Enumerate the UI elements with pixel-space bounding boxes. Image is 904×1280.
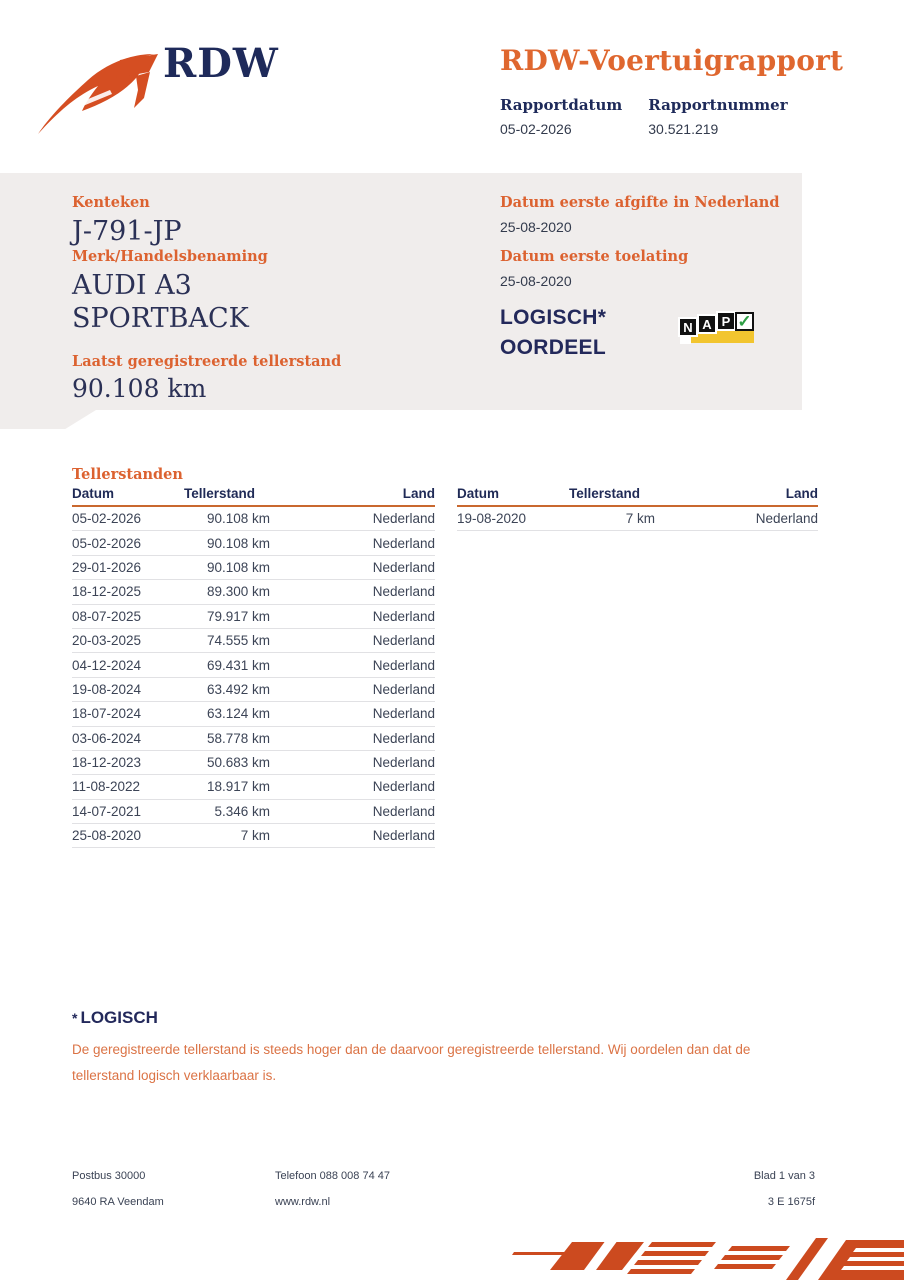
- cell-datum: 05-02-2026: [72, 535, 142, 551]
- footnote-heading-text: LOGISCH: [80, 1008, 158, 1027]
- table-row: [72, 702, 435, 726]
- footnote-asterisk: *: [72, 1010, 78, 1026]
- col-header-datum: Datum: [457, 486, 500, 501]
- cell-land: Nederland: [755, 511, 818, 527]
- cell-tellerstand: 63.492 km: [206, 681, 270, 697]
- report-date-label: Rapportdatum: [500, 96, 623, 114]
- merk-group: [72, 248, 268, 336]
- tellerstanden-heading: Tellerstanden: [72, 466, 183, 483]
- cell-datum: 18-07-2024: [72, 706, 142, 722]
- report-number-label: Rapportnummer: [648, 96, 788, 114]
- footer-address: [72, 1170, 164, 1222]
- toelating-label: Datum eerste toelating: [500, 248, 689, 265]
- vehicle-summary-panel: [0, 173, 802, 410]
- tellerstand-group: [72, 353, 341, 405]
- cell-tellerstand: 7 km: [625, 511, 655, 527]
- footnote-heading: [72, 1008, 778, 1028]
- report-date-value: 05-02-2026: [500, 121, 572, 137]
- nap-letter-n: N: [678, 317, 698, 337]
- cell-datum: 25-08-2020: [72, 828, 142, 844]
- nap-letter-a: A: [697, 314, 717, 334]
- cell-tellerstand: 90.108 km: [206, 535, 270, 551]
- cell-land: Nederland: [372, 706, 435, 722]
- afgifte-label: Datum eerste afgifte in Nederland: [500, 194, 780, 211]
- cell-datum: 05-02-2026: [72, 511, 142, 527]
- tellerstand-value: 90.108 km: [72, 374, 207, 403]
- cell-tellerstand: 79.917 km: [206, 608, 270, 624]
- footer-page-number: Blad 1 van 3: [753, 1170, 815, 1182]
- footer-postbus: Postbus 30000: [72, 1170, 146, 1182]
- cell-tellerstand: 58.778 km: [206, 730, 270, 746]
- cell-land: Nederland: [372, 511, 435, 527]
- col-header-land: Land: [402, 486, 435, 501]
- cell-tellerstand: 63.124 km: [206, 706, 270, 722]
- footnote-text: De geregistreerde tellerstand is steeds hoger dan de daarvoor geregistreerde tellerstand. Wij oordelen dan dat de tellerstand logisch verklaarbaar is.: [72, 1042, 751, 1083]
- merk-label: Merk/Handelsbenaming: [72, 248, 268, 265]
- table-row: [72, 678, 435, 702]
- cell-datum: 14-07-2021: [72, 803, 142, 819]
- tellerstanden-tables: [72, 486, 818, 848]
- cell-datum: 04-12-2024: [72, 657, 142, 673]
- cell-tellerstand: 7 km: [240, 828, 270, 844]
- table-body: [72, 507, 435, 848]
- cell-tellerstand: 5.346 km: [214, 803, 270, 819]
- tellerstand-label: Laatst geregistreerde tellerstand: [72, 353, 342, 370]
- cell-land: Nederland: [372, 803, 435, 819]
- cell-land: Nederland: [372, 657, 435, 673]
- table-row: [72, 800, 435, 824]
- rdw-logo-icon: [36, 52, 164, 136]
- table-row: [72, 605, 435, 629]
- cell-land: Nederland: [372, 535, 435, 551]
- footer-form-code: 3 E 1675f: [767, 1196, 815, 1208]
- footer-city: 9640 RA Veendam: [72, 1196, 164, 1208]
- report-date-group: [500, 96, 622, 137]
- cell-datum: 20-03-2025: [72, 633, 142, 649]
- cell-datum: 19-08-2024: [72, 681, 142, 697]
- merk-line1: AUDI A3: [72, 270, 192, 301]
- rdw-speed-stripes-icon: [494, 1234, 904, 1280]
- col-header-datum: Datum: [72, 486, 115, 501]
- nap-check-icon: ✓: [735, 312, 754, 331]
- cell-datum: 29-01-2026: [72, 559, 142, 575]
- merk-line2: SPORTBACK: [72, 302, 249, 334]
- footer-phone: Telefoon 088 008 74 47: [275, 1170, 390, 1182]
- cell-tellerstand: 18.917 km: [206, 779, 270, 795]
- kenteken-label: Kenteken: [72, 194, 150, 211]
- afgifte-group: [500, 194, 779, 235]
- odometer-table-left: [72, 486, 435, 848]
- toelating-group: [500, 248, 688, 289]
- toelating-value: 25-08-2020: [500, 273, 572, 289]
- table-row: [72, 824, 435, 848]
- footer-website: www.rdw.nl: [275, 1196, 331, 1208]
- table-row: [72, 653, 435, 677]
- page-title: RDW-Voertuigrapport: [500, 44, 844, 77]
- table-header-row: [72, 486, 435, 507]
- footer-page-info: [754, 1170, 815, 1222]
- nap-logo-icon: [676, 307, 766, 353]
- report-meta: [500, 96, 814, 137]
- merk-value: [72, 270, 268, 336]
- oordeel-verdict: [500, 303, 606, 363]
- cell-land: Nederland: [372, 681, 435, 697]
- cell-datum: 19-08-2020: [457, 511, 527, 527]
- table-row: [72, 531, 435, 555]
- kenteken-group: [72, 194, 182, 249]
- cell-land: Nederland: [372, 755, 435, 771]
- cell-datum: 18-12-2023: [72, 755, 142, 771]
- cell-land: Nederland: [372, 633, 435, 649]
- oordeel-line2: OORDEEL: [500, 335, 606, 359]
- cell-land: Nederland: [372, 584, 435, 600]
- kenteken-value: J-791-JP: [72, 216, 182, 247]
- table-row: [72, 507, 435, 531]
- cell-land: Nederland: [372, 828, 435, 844]
- report-number-group: [648, 96, 787, 137]
- cell-land: Nederland: [372, 608, 435, 624]
- cell-tellerstand: 69.431 km: [206, 657, 270, 673]
- table-row: [457, 507, 818, 531]
- brand-wordmark: RDW: [163, 40, 279, 87]
- cell-datum: 03-06-2024: [72, 730, 142, 746]
- cell-tellerstand: 90.108 km: [206, 511, 270, 527]
- cell-land: Nederland: [372, 730, 435, 746]
- cell-tellerstand: 90.108 km: [206, 559, 270, 575]
- cell-tellerstand: 50.683 km: [206, 755, 270, 771]
- table-row: [72, 629, 435, 653]
- table-row: [72, 556, 435, 580]
- table-row: [72, 751, 435, 775]
- report-number-value: 30.521.219: [648, 121, 719, 137]
- cell-datum: 08-07-2025: [72, 608, 142, 624]
- table-row: [72, 727, 435, 751]
- col-header-tellerstand: Tellerstand: [569, 486, 641, 501]
- logisch-footnote: [72, 1008, 778, 1088]
- cell-land: Nederland: [372, 779, 435, 795]
- table-header-row: [457, 486, 818, 507]
- cell-land: Nederland: [372, 559, 435, 575]
- table-body: [457, 507, 818, 531]
- afgifte-value: 25-08-2020: [500, 219, 572, 235]
- table-row: [72, 775, 435, 799]
- col-header-land: Land: [785, 486, 818, 501]
- cell-datum: 18-12-2025: [72, 584, 142, 600]
- cell-tellerstand: 89.300 km: [206, 584, 270, 600]
- footer-contact: [275, 1170, 390, 1222]
- oordeel-line1: LOGISCH*: [500, 306, 607, 329]
- table-row: [72, 580, 435, 604]
- odometer-table-right: [457, 486, 818, 848]
- nap-letter-p: P: [716, 311, 736, 331]
- col-header-tellerstand: Tellerstand: [184, 486, 256, 501]
- cell-datum: 11-08-2022: [72, 779, 141, 795]
- cell-tellerstand: 74.555 km: [206, 633, 270, 649]
